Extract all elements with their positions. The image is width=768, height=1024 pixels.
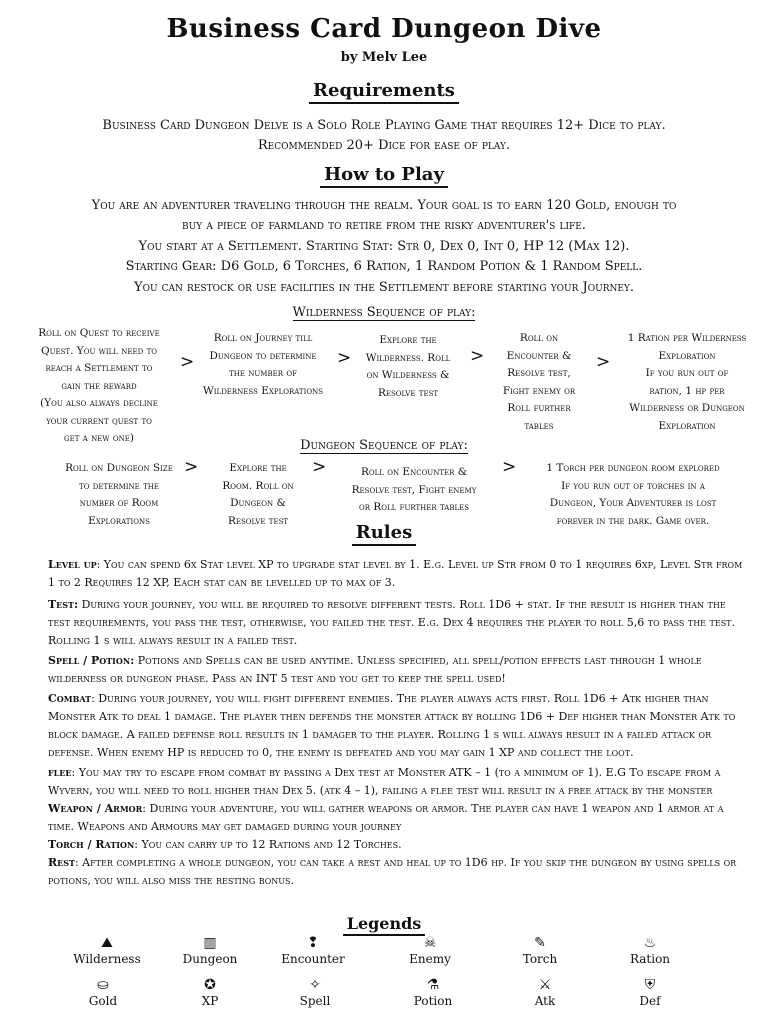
legends-heading: Legends [0,914,768,933]
legend-dungeon: ▥ Dungeon [155,934,265,966]
dungeon-step-torch: 1 Torch per dungeon room explored If you run out of torches in a Dungeon, Your Adventurer is lost forever in the dark. Game over. [546,462,720,527]
wilderness-step-encounter: Roll on Encounter & Resolve test, Fight enemy or Roll further tables [502,332,576,432]
dungeon-step-encounter: Roll on Encounter & Resolve test, Fight enemy or Roll further tables [351,466,477,513]
rule-combat: Combat: During your journey, you will fight different enemies. The player always acts first. Roll 1D6 + Atk higher than Monster Atk to deal 1 damage. The player then defends the monster attack by rolling 1D6 + Def higher than Monster Atk to block damage. A failed defense roll results in 1 damager to the player. Rolling 1 s will always result in a failed attack or defense. When enemy HP is reduced to 0, the enemy is defeated and you may gain 1 XP and collect the loot. [48,692,736,759]
wilderness-step-journey: Roll on Journey till Dungeon to determine the number of Wilderness Explorations [202,332,324,397]
rules-body [48,556,744,890]
flow-arrow: > [312,457,327,477]
wilderness-sequence-heading: Wilderness Sequence of play: [292,305,476,320]
spell-icon: ✧ [309,977,321,993]
wilderness-step-explore: Explore the Wilderness. Roll on Wilderness & Resolve test [365,334,451,399]
wilderness-step-ration: 1 Ration per Wilderness Exploration If you run out of ration, 1 hp per Wilderness or Dungeon Exploration [627,332,747,432]
rule-flee: flee: You may try to escape from combat by passing a Dex test at Monster ATK – 1 (to a minimum of 1). E.G To escape from a Wyvern, you will need to roll higher than Dex 5. (atk 4 – 1), failing a flee test will result in a free attack by the monster [48,766,721,797]
byline: by Melv Lee [340,50,428,65]
how-to-play-line-5: You can restock or use facilities in the Settlement before starting your Journey. [133,280,635,295]
legend-torch: ✎ Torch [485,934,595,966]
wilderness-step-quest: Roll on Quest to receive Quest. You will need to reach a Settlement to gain the reward (You also always decline your current quest to get a new one) [38,327,160,444]
flow-arrow: > [184,457,199,477]
dungeon-step-explore: Explore the Room. Roll on Dungeon & Resolve test [222,462,294,527]
rule-weapon-armor: Weapon / Armor: During your adventure, you will gather weapons or armor. The player can have 1 weapon and 1 armor at a time. Weapons and Armours may get damaged during your journey [48,802,724,833]
page-title: Business Card Dungeon Dive [166,14,602,44]
legend-gold: ⛀ Gold [48,976,158,1008]
how-to-play-line-2: buy a piece of farmland to retire from the risky adventurer's life. [182,218,586,233]
requirements-line-1: Business Card Dungeon Delve is a Solo Role Playing Game that requires 12+ Dice to play. [102,118,666,133]
rule-test: Test: During your journey, you will be required to resolve different tests. Roll 1D6 + stat. If the result is higher than the test requirements, you pass the test, otherwise, you failed the test. E.g. Dex 4 requires the player to roll 5,6 to pass the test. Rolling 1 s will always result in a failed test. [48,598,736,647]
how-to-play-line-4: Starting Gear: D6 Gold, 6 Torches, 6 Ration, 1 Random Potion & 1 Random Spell. [125,259,643,274]
enemy-icon: ☠ [423,935,437,951]
how-to-play-heading: How to Play [0,164,768,185]
flow-arrow: > [596,352,611,372]
flow-arrow: > [180,352,195,372]
dungeon-step-size: Roll on Dungeon Size to determine the number of Room Explorations [65,462,173,527]
rules-heading: Rules [0,522,768,543]
flow-arrow: > [337,348,352,368]
rule-spell-potion: Spell / Potion: Potions and Spells can be used anytime. Unless specified, all spell/potion effects last through 1 whole wilderness or dungeon phase. Pass an INT 5 test and you get to keep the spell used! [48,654,702,685]
legend-spell: ✧ Spell [260,976,370,1008]
legend-encounter: ❢ Encounter [258,934,368,966]
legend-xp: ✪ XP [155,976,265,1008]
legend-atk: ⚔ Atk [490,976,600,1008]
torch-icon: ✎ [534,935,546,951]
xp-icon: ✪ [204,977,216,993]
rule-level-up: Level up: You can spend 6x Stat level XP to upgrade stat level by 1. E.g. Level up Str from 0 to 1 requires 6xp, Level Str from 1 to 2 Requires 12 XP, Each stat can be levelled up to max of 3. [48,558,743,589]
legend-ration: ♨ Ration [595,934,705,966]
atk-icon: ⚔ [538,977,552,993]
dungeon-sequence-heading: Dungeon Sequence of play: [300,438,468,453]
legend-def: ⛨ Def [595,976,705,1008]
flow-arrow: > [470,346,485,366]
dungeon-icon: ▥ [203,935,217,951]
def-icon: ⛨ [644,977,656,993]
how-to-play-line-1: You are an adventurer traveling through the realm. Your goal is to earn 120 Gold, enough to [91,198,677,213]
rule-torch-ration: Torch / Ration: You can carry up to 12 Rations and 12 Torches. [48,838,402,851]
legend-wilderness: ⛰ Wilderness [52,934,162,966]
legend-potion: ⚗ Potion [378,976,488,1008]
requirements-heading: Requirements [0,80,768,101]
requirements-line-2: Recommended 20+ Dice for ease of play. [257,138,511,153]
legend-enemy: ☠ Enemy [375,934,485,966]
ration-icon: ♨ [643,935,657,951]
flow-arrow: > [502,457,517,477]
encounter-icon: ❢ [307,935,319,951]
wilderness-icon: ⛰ [101,935,113,951]
rule-rest: Rest: After completing a whole dungeon, you can take a rest and heal up to 1D6 hp. If you skip the dungeon by using spells or potions, you will also miss the resting bonus. [48,856,737,887]
potion-icon: ⚗ [426,977,440,993]
how-to-play-line-3: You start at a Settlement. Starting Stat: Str 0, Dex 0, Int 0, HP 12 (Max 12). [138,239,630,254]
gold-icon: ⛀ [97,977,109,993]
